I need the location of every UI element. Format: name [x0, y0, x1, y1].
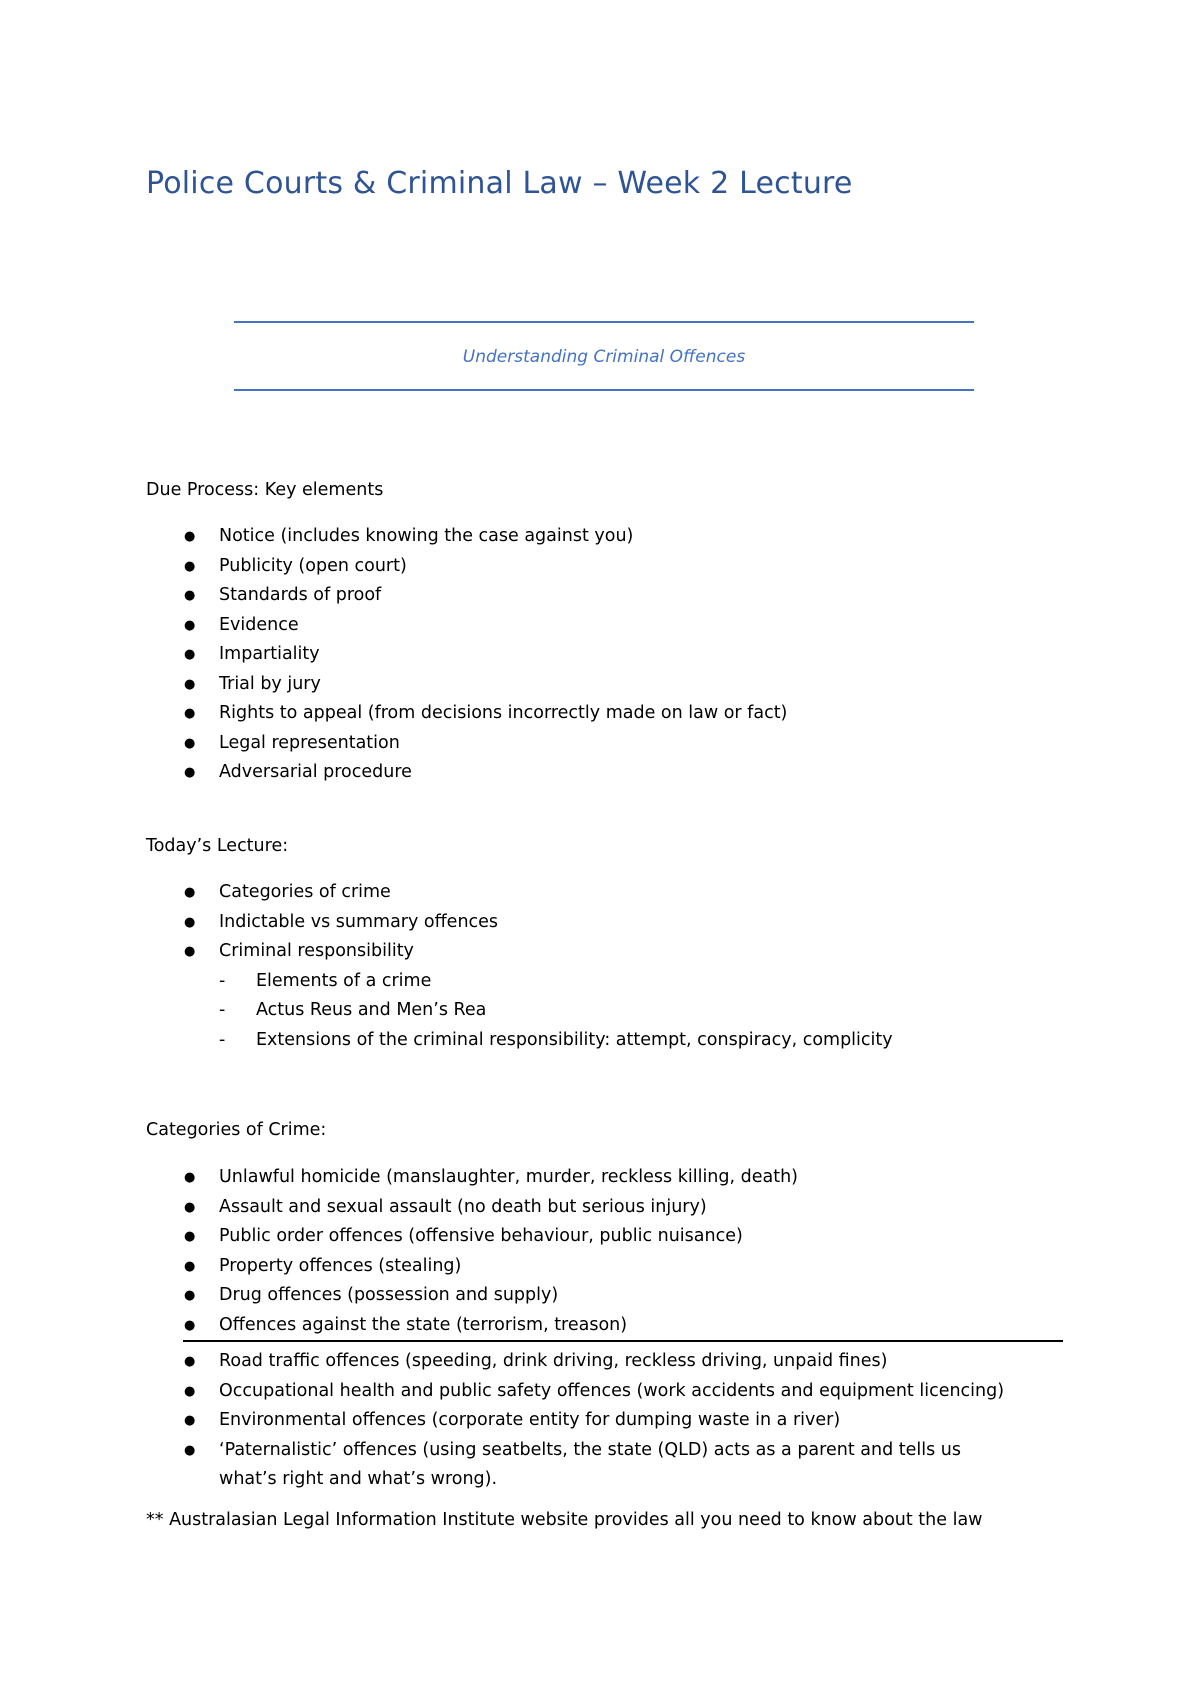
categories-list-top: [146, 1163, 1066, 1340]
criminal-responsibility-sublist: [219, 967, 1066, 1056]
categories-list-bottom: [146, 1347, 1066, 1495]
list-item: ● Impartiality: [146, 640, 1066, 670]
list-item: ● Public order offences (offensive behaviour, public nuisance): [146, 1222, 1066, 1252]
bullet-icon: ●: [184, 676, 196, 692]
dash-icon: -: [219, 970, 226, 991]
list-item: ● Indictable vs summary offences: [146, 908, 1066, 938]
list-item: ● Evidence: [146, 611, 1066, 641]
list-item: ● Offences against the state (terrorism, treason): [146, 1311, 1066, 1341]
bullet-icon: ●: [184, 885, 196, 900]
list-item: ● Unlawful homicide (manslaughter, murder, reckless killing, death): [146, 1163, 1066, 1193]
list-item: ● Drug offences (possession and supply): [146, 1281, 1066, 1311]
bullet-icon: ●: [184, 1317, 196, 1333]
bullet-icon: ●: [184, 735, 196, 751]
bullet-icon: ●: [184, 1170, 196, 1185]
bullet-icon: ●: [184, 1288, 196, 1303]
list-item: ● Trial by jury: [146, 670, 1066, 700]
dash-icon: -: [219, 1000, 226, 1020]
list-item: ● Categories of crime: [146, 878, 1066, 908]
bullet-icon: ●: [184, 1413, 196, 1428]
bullet-icon: ●: [184, 647, 196, 662]
bullet-icon: ●: [184, 914, 196, 930]
bullet-icon: ●: [184, 529, 196, 544]
list-item: ● Occupational health and public safety offences (work accidents and equipment licencing): [146, 1377, 1066, 1407]
intense-quote-box: [234, 321, 974, 391]
bullet-icon: ●: [184, 1354, 196, 1369]
bullet-icon: ●: [184, 1199, 196, 1215]
todays-lecture-heading: Today’s Lecture:: [146, 836, 289, 856]
bullet-icon: ●: [184, 765, 196, 780]
list-item: ● Environmental offences (corporate entity for dumping waste in a river): [146, 1406, 1066, 1436]
list-item: ● Notice (includes knowing the case against you): [146, 522, 1066, 552]
document-title: Police Courts & Criminal Law – Week 2 Lecture: [146, 166, 853, 201]
bullet-icon: ●: [184, 706, 196, 721]
bullet-icon: ●: [184, 1442, 196, 1458]
list-item: ● Publicity (open court): [146, 552, 1066, 582]
list-item: ● Adversarial procedure: [146, 758, 1066, 788]
todays-lecture-list: [146, 878, 1066, 1055]
footnote: ** Australasian Legal Information Institute website provides all you need to know about the law: [146, 1510, 983, 1530]
list-item: ● Criminal responsibility - Elements of a crime - Actus Reus and Men’s Rea - Extensions of the criminal responsibility: attempt, conspiracy, complicity: [146, 937, 1066, 1055]
bullet-icon: ●: [184, 617, 196, 633]
list-item: ● Property offences (stealing): [146, 1252, 1066, 1282]
sublist-item: - Elements of a crime: [219, 967, 1066, 997]
bullet-icon: ●: [184, 1229, 196, 1244]
bullet-icon: ●: [184, 944, 196, 959]
intense-quote-text: Understanding Criminal Offences: [462, 347, 746, 367]
list-item: ● Road traffic offences (speeding, drink driving, reckless driving, unpaid fines): [146, 1347, 1066, 1377]
list-item: ● Rights to appeal (from decisions incorrectly made on law or fact): [146, 699, 1066, 729]
bullet-icon: ●: [184, 588, 196, 603]
list-item: ● ‘Paternalistic’ offences (using seatbelts, the state (QLD) acts as a parent and tells us what’s right and what’s wrong).: [146, 1436, 1019, 1495]
categories-heading: Categories of Crime:: [146, 1120, 327, 1140]
sublist-item: - Extensions of the criminal responsibility: attempt, conspiracy, complicity: [219, 1026, 1066, 1056]
list-item: ● Legal representation: [146, 729, 1066, 759]
bullet-icon: ●: [184, 1258, 196, 1274]
bullet-icon: ●: [184, 558, 196, 574]
horizontal-divider: [183, 1340, 1063, 1342]
list-item: ● Assault and sexual assault (no death but serious injury): [146, 1193, 1066, 1223]
due-process-list: [146, 522, 1066, 788]
due-process-heading: Due Process: Key elements: [146, 480, 384, 500]
dash-icon: -: [219, 1029, 226, 1050]
list-item: ● Standards of proof: [146, 581, 1066, 611]
bullet-icon: ●: [184, 1383, 196, 1399]
sublist-item: - Actus Reus and Men’s Rea: [219, 996, 1066, 1026]
